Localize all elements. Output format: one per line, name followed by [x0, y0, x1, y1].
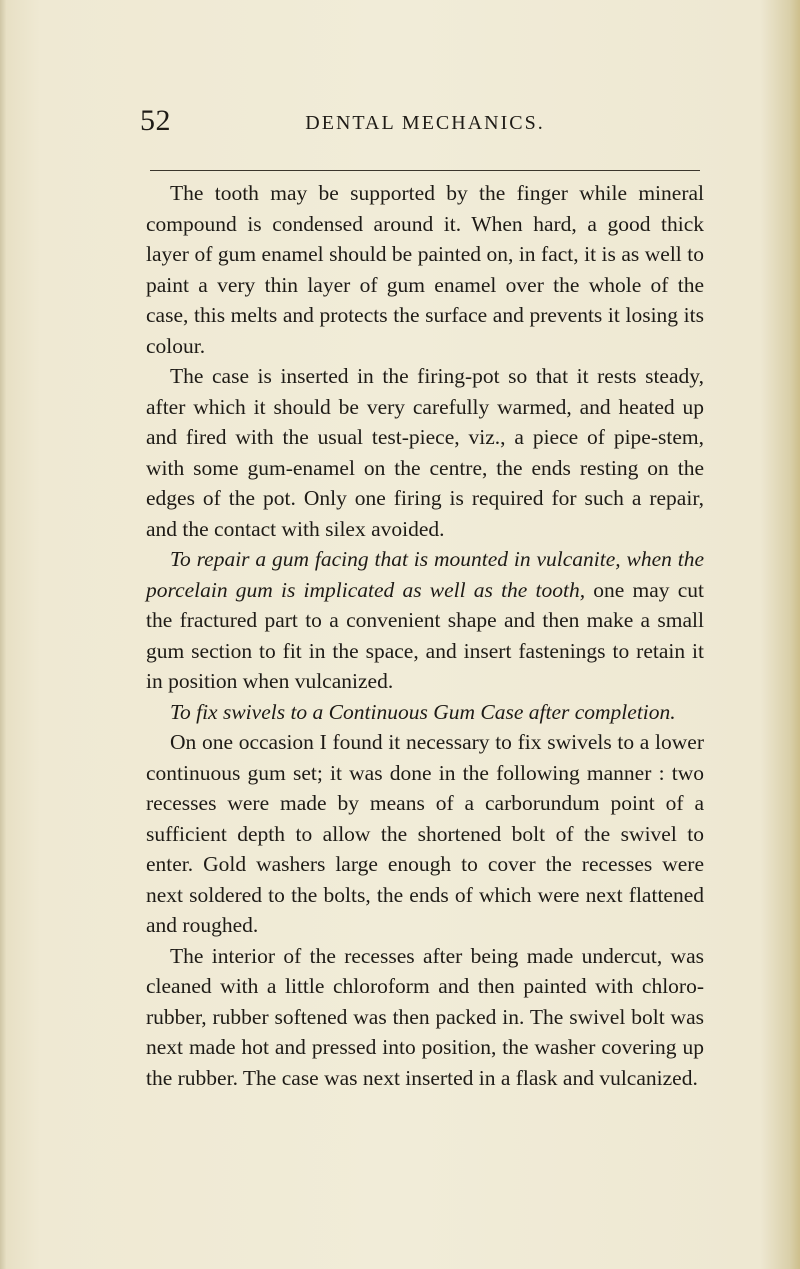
- paragraph-5: [146, 941, 704, 1094]
- header-rule: [150, 170, 700, 171]
- paragraph-4-text: On one occasion I found it necessary to fix swivels to a lower continuous gum set; it was done in the following manner : two recesses were made by means of a carborundum point of a sufficient depth to allow the shortened bolt of the swivel to enter. Gold washers large enough to cover the recesses were next soldered to the bolts, the ends of which were next flattened and roughed.: [146, 730, 704, 937]
- paragraph-1-text: The tooth may be supported by the finger while mineral compound is condensed around it. When hard, a good thick layer of gum enamel should be painted on, in fact, it is as well to paint a very thin layer of gum enamel over the whole of the case, this melts and protects the surface and prevents it losing its colour.: [146, 181, 704, 358]
- body-text: [146, 178, 704, 1093]
- paragraph-2-text: The case is inserted in the firing-pot so that it rests steady, after which it should be very carefully warmed, and heated up and fired with the usual test-piece, viz., a piece of pipe-stem, with some gum-enamel on the centre, the ends resting on the edges of the pot. Only one firing is required for such a repair, and the contact with silex avoided.: [146, 364, 704, 541]
- paragraph-5-text: The interior of the recesses after being made undercut, was cleaned with a little chloroform and then painted with chloro-rubber, rubber softened was then packed in. The swivel bolt was next made hot and pressed into position, the washer covering up the rubber. The case was next inserted in a flask and vulcanized.: [146, 943, 704, 1090]
- section-heading: [146, 697, 704, 728]
- paragraph-3-text: one may cut the fractured part to a convenient shape and then make a small gum section to fit in the space, and insert fastenings to retain it in position when vulcanized.: [146, 577, 704, 693]
- paragraph-2: [146, 361, 704, 544]
- paragraph-3: [146, 544, 704, 697]
- paragraph-3-lead: To repair a gum facing that is mounted in vulcanite, when the porcelain gum is implicated as well as the tooth,: [146, 547, 704, 602]
- page-gutter-shadow: [0, 0, 6, 1269]
- page-number: 52: [140, 104, 171, 137]
- paragraph-4: [146, 727, 704, 941]
- running-head: DENTAL MECHANICS.: [305, 112, 545, 134]
- section-heading-text: To fix swivels to a Continuous Gum Case after completion.: [170, 699, 676, 724]
- paragraph-1: [146, 178, 704, 361]
